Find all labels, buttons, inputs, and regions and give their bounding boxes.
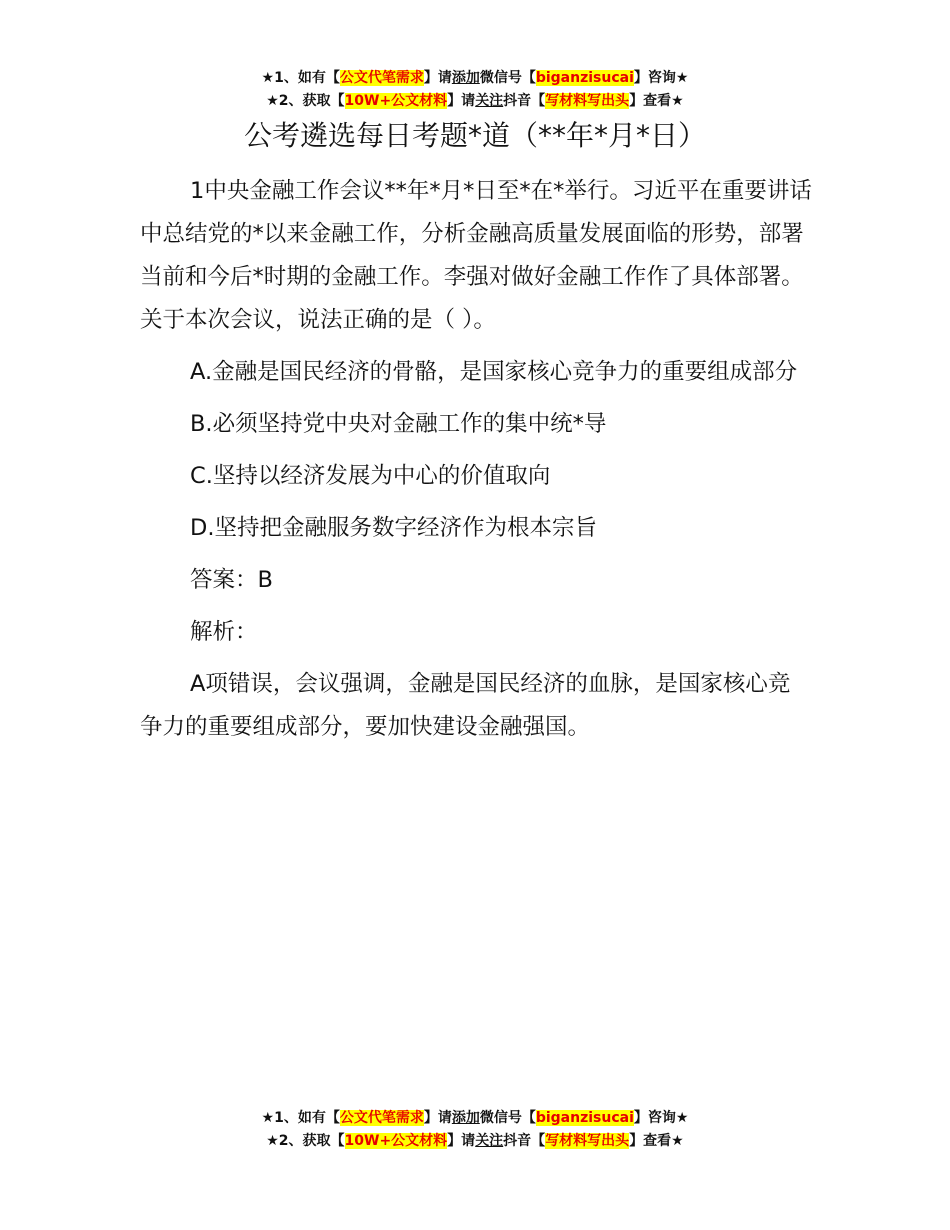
header-banner bbox=[0, 67, 950, 113]
option-a: A.金融是国民经济的骨骼，是国家核心竞争力的重要组成部分 bbox=[190, 359, 798, 385]
footer-banner-line-1: ★1、如有【公文代笔需求】请添加微信号【biganzisucai】咨询★ bbox=[261, 1110, 689, 1126]
footer-banner bbox=[0, 1107, 950, 1153]
wechat-id-highlight: biganzisucai bbox=[535, 1110, 634, 1126]
code-writing-service-highlight: 公文代笔需求 bbox=[339, 70, 424, 86]
materials-highlight: 10W+公文材料 bbox=[344, 1133, 448, 1149]
materials-highlight: 10W+公文材料 bbox=[344, 93, 448, 109]
analysis-text: A项错误，会议强调，金融是国民经济的血脉，是国家核心竞争力的重要组成部分，要加快建设金融强国。 bbox=[140, 671, 791, 740]
douyin-account-highlight: 写材料写出头 bbox=[545, 1133, 630, 1149]
douyin-account-highlight: 写材料写出头 bbox=[545, 93, 630, 109]
document-body bbox=[140, 170, 812, 758]
wechat-id-highlight: biganzisucai bbox=[535, 70, 634, 86]
code-writing-service-highlight: 公文代笔需求 bbox=[339, 1110, 424, 1126]
answer-text: 答案：B bbox=[190, 567, 273, 593]
analysis-label: 解析： bbox=[190, 619, 258, 645]
option-b: B.必须坚持党中央对金融工作的集中统*导 bbox=[190, 411, 607, 437]
header-banner-line-2: ★2、获取【10W+公文材料】请关注抖音【写材料写出头】查看★ bbox=[266, 93, 684, 109]
page-title: 公考遴选每日考题*道（**年*月*日） bbox=[243, 119, 706, 152]
option-d: D.坚持把金融服务数字经济作为根本宗旨 bbox=[190, 515, 597, 541]
option-c: C.坚持以经济发展为中心的价值取向 bbox=[190, 463, 551, 489]
question-text: 1中央金融工作会议**年*月*日至*在*举行。习近平在重要讲话中总结党的*以来金融工作，分析金融高质量发展面临的形势，部署当前和今后*时期的金融工作。李强对做好金融工作作了具体部署。关于本次会议，说法正确的是（ ）。 bbox=[140, 178, 812, 333]
footer-banner-line-2: ★2、获取【10W+公文材料】请关注抖音【写材料写出头】查看★ bbox=[266, 1133, 684, 1149]
header-banner-line-1: ★1、如有【公文代笔需求】请添加微信号【biganzisucai】咨询★ bbox=[261, 70, 689, 86]
